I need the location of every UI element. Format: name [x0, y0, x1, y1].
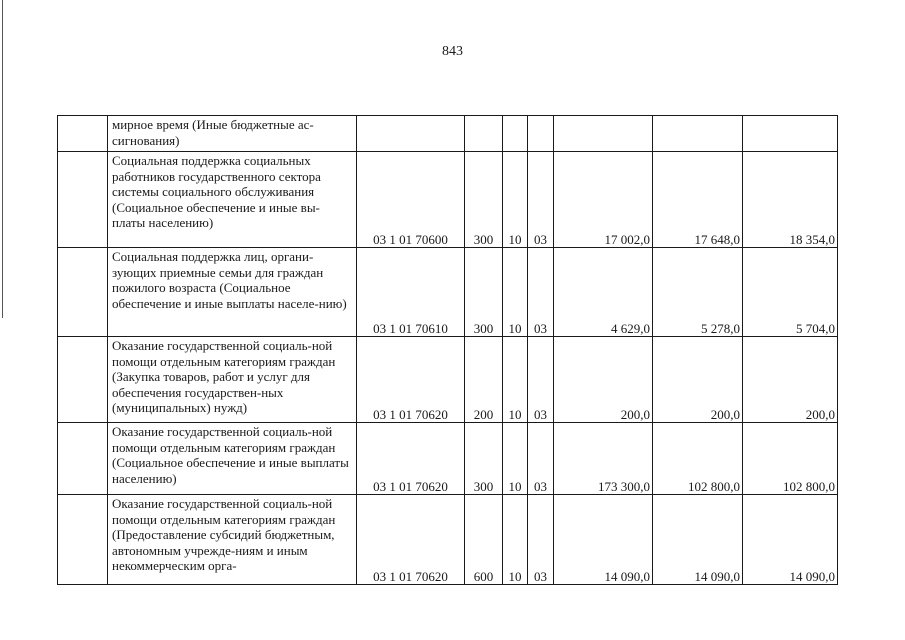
row-number-cell	[58, 116, 108, 152]
table-row	[58, 152, 838, 248]
row-number-cell	[58, 423, 108, 495]
amount-year2-cell: 5 278,0	[653, 248, 743, 337]
amount-year1-cell: 200,0	[554, 337, 653, 423]
amount-year3-cell: 200,0	[743, 337, 838, 423]
subsection-cell: 03	[528, 337, 554, 423]
description-cell: Оказание государственной социаль-ной помощи отдельным категориям граждан (Предоставление субсидий бюджетным, автономным учрежде-ниям и иным некоммерческим орга-	[108, 495, 357, 585]
row-number-cell	[58, 248, 108, 337]
amount-year3-cell: 14 090,0	[743, 495, 838, 585]
amount-year1-cell: 173 300,0	[554, 423, 653, 495]
amount-year1-cell: 14 090,0	[554, 495, 653, 585]
section-cell: 10	[503, 337, 528, 423]
target-code-cell: 03 1 01 70600	[357, 152, 465, 248]
amount-year3-cell	[743, 116, 838, 152]
section-cell: 10	[503, 423, 528, 495]
amount-year2-cell: 200,0	[653, 337, 743, 423]
section-cell: 10	[503, 248, 528, 337]
expense-type-cell: 300	[465, 152, 503, 248]
expense-type-cell	[465, 116, 503, 152]
amount-year3-cell: 5 704,0	[743, 248, 838, 337]
row-number-cell	[58, 152, 108, 248]
amount-year2-cell: 14 090,0	[653, 495, 743, 585]
description-cell: Социальная поддержка социальных работников государственного сектора системы социального обслуживания (Социальное обеспечение и иные вы-платы населению)	[108, 152, 357, 248]
section-cell	[503, 116, 528, 152]
expense-type-cell: 200	[465, 337, 503, 423]
row-number-cell	[58, 495, 108, 585]
subsection-cell	[528, 116, 554, 152]
amount-year2-cell: 17 648,0	[653, 152, 743, 248]
target-code-cell: 03 1 01 70620	[357, 423, 465, 495]
subsection-cell: 03	[528, 423, 554, 495]
amount-year3-cell: 102 800,0	[743, 423, 838, 495]
description-cell: Оказание государственной социаль-ной помощи отдельным категориям граждан (Социальное обеспечение и иные выплаты населению)	[108, 423, 357, 495]
table-row	[58, 423, 838, 495]
table-row	[58, 495, 838, 585]
amount-year2-cell: 102 800,0	[653, 423, 743, 495]
expense-type-cell: 600	[465, 495, 503, 585]
subsection-cell: 03	[528, 152, 554, 248]
description-cell: Оказание государственной социаль-ной помощи отдельным категориям граждан (Закупка товаров, работ и услуг для обеспечения государствен-ных (муниципальных) нужд)	[108, 337, 357, 423]
target-code-cell	[357, 116, 465, 152]
amount-year2-cell	[653, 116, 743, 152]
subsection-cell: 03	[528, 495, 554, 585]
table-row	[58, 248, 838, 337]
target-code-cell: 03 1 01 70620	[357, 495, 465, 585]
page-number: 843	[442, 44, 463, 59]
budget-table	[57, 115, 838, 585]
section-cell: 10	[503, 495, 528, 585]
section-cell: 10	[503, 152, 528, 248]
amount-year1-cell	[554, 116, 653, 152]
subsection-cell: 03	[528, 248, 554, 337]
expense-type-cell: 300	[465, 423, 503, 495]
target-code-cell: 03 1 01 70620	[357, 337, 465, 423]
table-row	[58, 337, 838, 423]
description-cell: Социальная поддержка лиц, органи-зующих приемные семьи для граждан пожилого возраста (Социальное обеспечение и иные выплаты населе-нию)	[108, 248, 357, 337]
table-row	[58, 116, 838, 152]
description-cell: мирное время (Иные бюджетные ас-сигнования)	[108, 116, 357, 152]
target-code-cell: 03 1 01 70610	[357, 248, 465, 337]
expense-type-cell: 300	[465, 248, 503, 337]
row-number-cell	[58, 337, 108, 423]
amount-year3-cell: 18 354,0	[743, 152, 838, 248]
amount-year1-cell: 17 002,0	[554, 152, 653, 248]
amount-year1-cell: 4 629,0	[554, 248, 653, 337]
